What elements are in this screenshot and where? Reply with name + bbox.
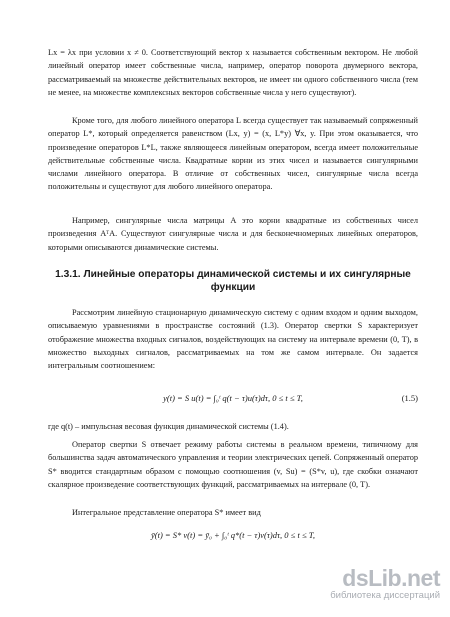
paragraph-eigenvector: Lx = λx при условии x ≠ 0. Соответствующий вектор x называется собственным вектором. Не любой линейный оператор имеет собственные числа, например, оператор поворота двумерного вектора, рассматриваемый на множестве действительных векторов, не имеет ни одного собственного числа (тем не менее, на множестве комплексных векторов собственные числа у него существуют). <box>48 48 418 97</box>
paragraph-convolution-mode: Оператор свертки S отвечает режиму работы системы в реальном времени, типичному для большинства задач автоматического управления и теории электрических цепей. Сопряженный оператор S* вводится стандартным образом с помощью соотношения (v, Su) = (S*v, u), где скобки означают скалярное произведение соответствующих функций, рассматриваемых на интервале (0, T). <box>48 440 418 489</box>
paragraph-integral-representation: Интегральное представление оператора S* имеет вид <box>72 508 261 517</box>
watermark-subtitle: библиотека диссертаций <box>330 590 440 601</box>
paragraph-impulse-function: где q(t) – импульсная весовая функция динамической системы (1.4). <box>48 422 289 431</box>
paragraph-convolution-operator: Рассмотрим линейную стационарную динамическую систему с одним входом и одним выходом, описываемую уравнениями в пространстве состояний (1.3). Оператор свертки S характеризует отображение множества входных сигналов, воздействующих на систему на интервале времени (0, T), в множество выходных сигналов, рассматриваемых на том же самом интервале. Он задается интегральным соотношением: <box>48 308 418 371</box>
equation-adjoint-body: ȳ(t) = S* v(t) = ȳ₀ + ∫₀ᵗ q*(t − τ)v(τ)dτ, 0 ≤ t ≤ T, <box>151 530 315 540</box>
section-heading: 1.3.1. Линейные операторы динамической системы и их сингулярные функции <box>55 269 411 293</box>
paragraph-singular-matrix: Например, сингулярные числа матрицы A это корни квадратные из собственных чисел произведения AᵀA. Существуют сингулярные числа и для бесконечномерных линейных операторов, которыми описываются динамические системы. <box>48 216 418 252</box>
equation-adjoint <box>48 522 418 552</box>
watermark <box>290 565 440 601</box>
equation-1-5-number: (1.5) <box>401 393 418 403</box>
equation-1-5-body: y(t) = S u(t) = ∫₀ᵗ q(t − τ)u(τ)dτ, 0 ≤ t ≤ T, <box>163 393 303 403</box>
equation-1-5 <box>48 385 418 415</box>
watermark-logo: dsLib.net <box>342 565 440 591</box>
paragraph-adjoint-operator: Кроме того, для любого линейного оператора L всегда существует так называемый сопряженный оператор L*, который определяется равенством (Lx, y) = (x, L*y) ∀x, y. При этом оказывается, что произведение операторов L*L, также являющееся линейным оператором, всегда имеет положительные действительные собственные числа. Квадратные корни из этих чисел и называется сингулярными числами линейного оператора. В отличие от собственных чисел, сингулярные числа всегда положительны и существуют для любого линейного оператора. <box>48 116 418 192</box>
